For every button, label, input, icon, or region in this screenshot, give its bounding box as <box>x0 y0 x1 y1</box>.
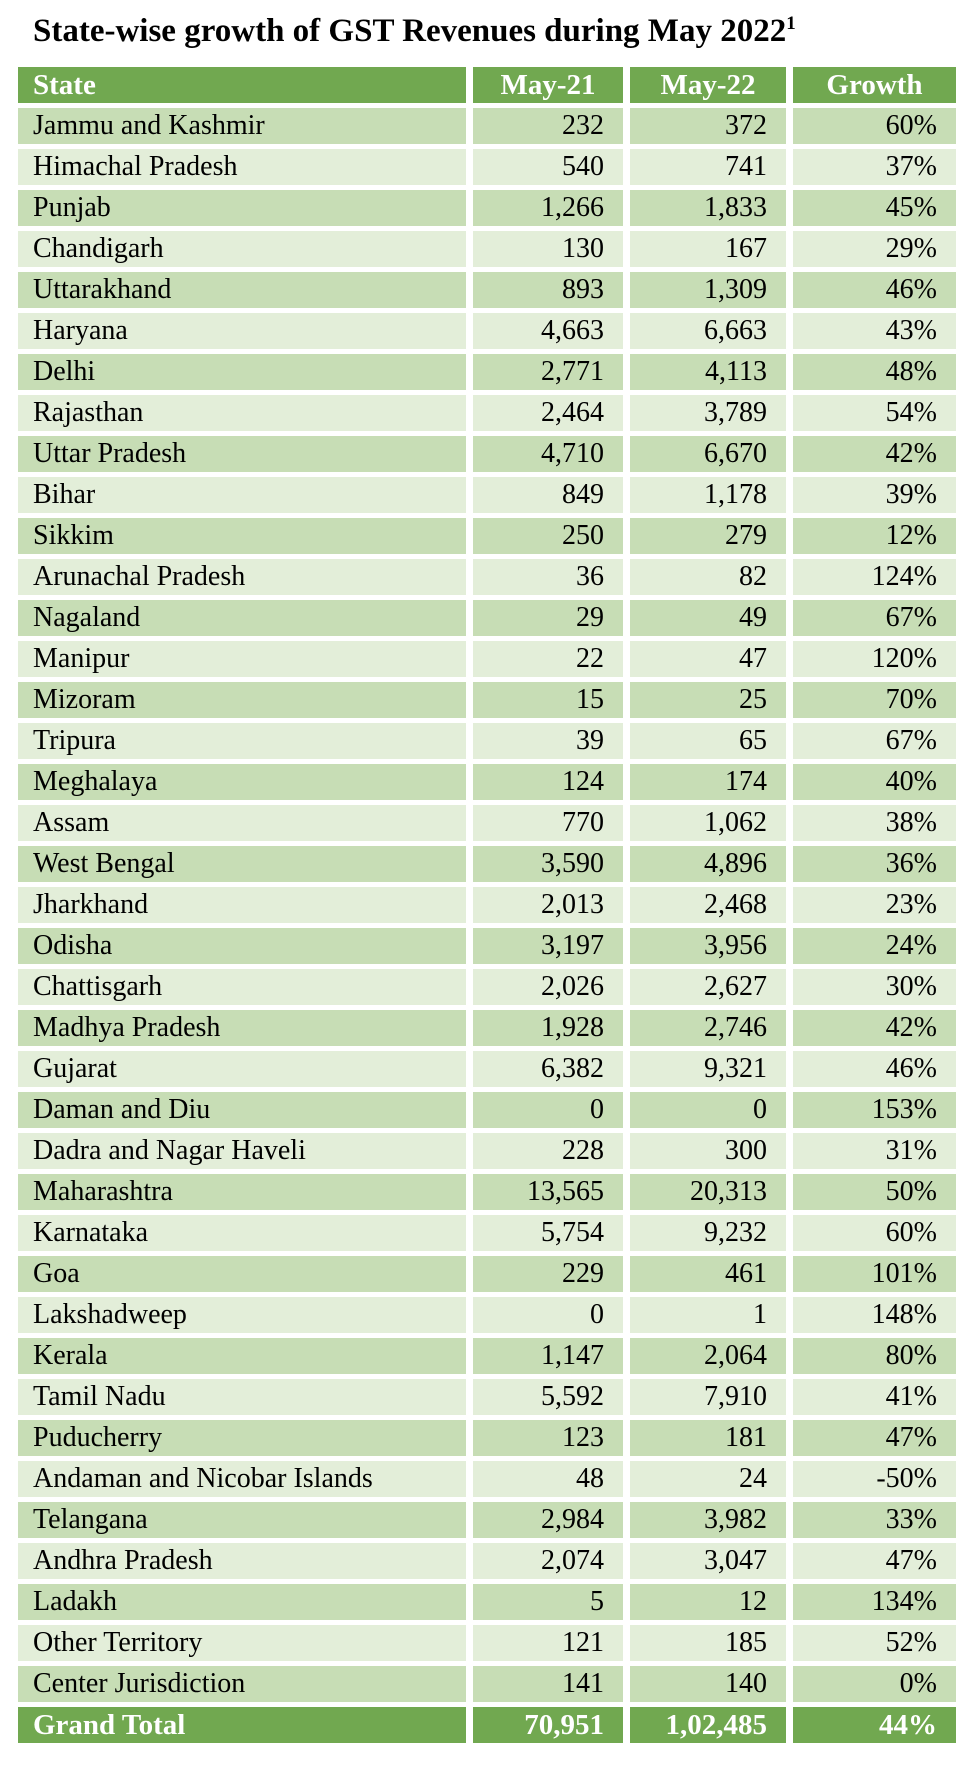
cell-may21-value: 124 <box>473 764 623 800</box>
cell-growth-value: 41% <box>793 1379 956 1415</box>
cell-may21-value: 0 <box>473 1092 623 1128</box>
cell-state: Karnataka <box>18 1215 466 1251</box>
table-row <box>18 682 956 718</box>
cell-may21-value: 22 <box>473 641 623 677</box>
cell-growth-value: 12% <box>793 518 956 554</box>
cell-may22-value: 49 <box>630 600 786 636</box>
cell-growth-value: 42% <box>793 1010 956 1046</box>
cell-state: Puducherry <box>18 1420 466 1456</box>
cell-may22-value: 2,746 <box>630 1010 786 1046</box>
table-row <box>18 928 956 964</box>
cell-growth-value: 46% <box>793 1051 956 1087</box>
cell-may22-value: 1,309 <box>630 272 786 308</box>
cell-growth-value: 40% <box>793 764 956 800</box>
cell-growth-value: 37% <box>793 149 956 185</box>
cell-growth-value: 30% <box>793 969 956 1005</box>
grand-total-row <box>18 1707 956 1743</box>
cell-growth-value: 23% <box>793 887 956 923</box>
cell-may21-value: 2,771 <box>473 354 623 390</box>
cell-state: Manipur <box>18 641 466 677</box>
cell-may22-value: 2,627 <box>630 969 786 1005</box>
cell-may21-value: 2,984 <box>473 1502 623 1538</box>
cell-may21-value: 1,266 <box>473 190 623 226</box>
cell-may22-value: 4,113 <box>630 354 786 390</box>
cell-state: Gujarat <box>18 1051 466 1087</box>
cell-growth-value: 38% <box>793 805 956 841</box>
table-body <box>18 108 956 1702</box>
cell-state: Kerala <box>18 1338 466 1374</box>
cell-may22-value: 0 <box>630 1092 786 1128</box>
table-row <box>18 477 956 513</box>
cell-state: Jharkhand <box>18 887 466 923</box>
cell-state: Bihar <box>18 477 466 513</box>
cell-may21-value: 39 <box>473 723 623 759</box>
cell-may21-value: 770 <box>473 805 623 841</box>
cell-growth-value: 0% <box>793 1666 956 1702</box>
table-row <box>18 1051 956 1087</box>
table-row <box>18 1297 956 1333</box>
table-row <box>18 518 956 554</box>
table-row <box>18 641 956 677</box>
cell-state: West Bengal <box>18 846 466 882</box>
cell-may21-value: 121 <box>473 1625 623 1661</box>
table-row <box>18 1010 956 1046</box>
cell-may22-value: 3,956 <box>630 928 786 964</box>
cell-state: Dadra and Nagar Haveli <box>18 1133 466 1169</box>
cell-growth-value: -50% <box>793 1461 956 1497</box>
table-row <box>18 600 956 636</box>
cell-may22-value: 3,047 <box>630 1543 786 1579</box>
table-row <box>18 395 956 431</box>
cell-state: Sikkim <box>18 518 466 554</box>
cell-may21-value: 130 <box>473 231 623 267</box>
cell-state: Lakshadweep <box>18 1297 466 1333</box>
cell-may21-value: 4,710 <box>473 436 623 472</box>
cell-may21-value: 13,565 <box>473 1174 623 1210</box>
column-header-may22: May-22 <box>630 67 786 103</box>
cell-state: Meghalaya <box>18 764 466 800</box>
cell-may22-value: 1,833 <box>630 190 786 226</box>
cell-may21-value: 36 <box>473 559 623 595</box>
cell-may21-value: 3,197 <box>473 928 623 964</box>
cell-may21-value: 2,464 <box>473 395 623 431</box>
table-row <box>18 1174 956 1210</box>
cell-may21-value: 1,147 <box>473 1338 623 1374</box>
cell-growth-value: 45% <box>793 190 956 226</box>
cell-growth-value: 47% <box>793 1420 956 1456</box>
page-title <box>33 10 974 52</box>
cell-may22-value: 1,062 <box>630 805 786 841</box>
table-row <box>18 1256 956 1292</box>
cell-may22-value: 1 <box>630 1297 786 1333</box>
cell-may21-value: 5 <box>473 1584 623 1620</box>
grand-total-label: Grand Total <box>18 1707 466 1743</box>
cell-may22-value: 3,789 <box>630 395 786 431</box>
cell-may21-value: 4,663 <box>473 313 623 349</box>
cell-may21-value: 3,590 <box>473 846 623 882</box>
table-row <box>18 108 956 144</box>
cell-may21-value: 2,026 <box>473 969 623 1005</box>
cell-state: Odisha <box>18 928 466 964</box>
cell-growth-value: 50% <box>793 1174 956 1210</box>
cell-may22-value: 9,321 <box>630 1051 786 1087</box>
table-row <box>18 1133 956 1169</box>
table-row <box>18 1584 956 1620</box>
table-row <box>18 1543 956 1579</box>
cell-may21-value: 232 <box>473 108 623 144</box>
cell-may22-value: 174 <box>630 764 786 800</box>
cell-growth-value: 46% <box>793 272 956 308</box>
cell-may22-value: 2,468 <box>630 887 786 923</box>
table-header-row <box>18 67 956 103</box>
cell-state: Telangana <box>18 1502 466 1538</box>
cell-growth-value: 60% <box>793 1215 956 1251</box>
cell-may22-value: 741 <box>630 149 786 185</box>
cell-may21-value: 29 <box>473 600 623 636</box>
cell-state: Center Jurisdiction <box>18 1666 466 1702</box>
table-row <box>18 272 956 308</box>
cell-growth-value: 42% <box>793 436 956 472</box>
cell-may22-value: 9,232 <box>630 1215 786 1251</box>
cell-may21-value: 849 <box>473 477 623 513</box>
cell-state: Haryana <box>18 313 466 349</box>
cell-may22-value: 1,178 <box>630 477 786 513</box>
table-row <box>18 764 956 800</box>
cell-growth-value: 39% <box>793 477 956 513</box>
table-row <box>18 231 956 267</box>
cell-state: Rajasthan <box>18 395 466 431</box>
cell-growth-value: 60% <box>793 108 956 144</box>
cell-growth-value: 67% <box>793 723 956 759</box>
cell-growth-value: 101% <box>793 1256 956 1292</box>
cell-may21-value: 0 <box>473 1297 623 1333</box>
cell-may22-value: 461 <box>630 1256 786 1292</box>
cell-may21-value: 893 <box>473 272 623 308</box>
table-row <box>18 354 956 390</box>
cell-may21-value: 5,592 <box>473 1379 623 1415</box>
cell-may22-value: 372 <box>630 108 786 144</box>
table-row <box>18 436 956 472</box>
cell-growth-value: 70% <box>793 682 956 718</box>
cell-state: Tripura <box>18 723 466 759</box>
cell-may21-value: 250 <box>473 518 623 554</box>
cell-may21-value: 2,013 <box>473 887 623 923</box>
cell-may21-value: 1,928 <box>473 1010 623 1046</box>
cell-state: Ladakh <box>18 1584 466 1620</box>
table-row <box>18 1092 956 1128</box>
cell-growth-value: 80% <box>793 1338 956 1374</box>
grand-total-may22-value: 1,02,485 <box>630 1707 786 1743</box>
cell-may22-value: 24 <box>630 1461 786 1497</box>
cell-growth-value: 52% <box>793 1625 956 1661</box>
table-row <box>18 1502 956 1538</box>
grand-total-growth-value: 44% <box>793 1707 956 1743</box>
cell-state: Punjab <box>18 190 466 226</box>
cell-growth-value: 36% <box>793 846 956 882</box>
cell-growth-value: 124% <box>793 559 956 595</box>
table-row <box>18 313 956 349</box>
column-header-state: State <box>18 67 466 103</box>
table-row <box>18 1379 956 1415</box>
cell-state: Mizoram <box>18 682 466 718</box>
column-header-may21: May-21 <box>473 67 623 103</box>
table-row <box>18 723 956 759</box>
document-page <box>0 10 974 1748</box>
cell-state: Tamil Nadu <box>18 1379 466 1415</box>
cell-growth-value: 54% <box>793 395 956 431</box>
cell-may21-value: 228 <box>473 1133 623 1169</box>
cell-state: Maharashtra <box>18 1174 466 1210</box>
cell-may22-value: 3,982 <box>630 1502 786 1538</box>
cell-growth-value: 134% <box>793 1584 956 1620</box>
cell-may21-value: 540 <box>473 149 623 185</box>
cell-may22-value: 47 <box>630 641 786 677</box>
cell-may21-value: 229 <box>473 1256 623 1292</box>
cell-growth-value: 43% <box>793 313 956 349</box>
cell-growth-value: 33% <box>793 1502 956 1538</box>
cell-may22-value: 6,670 <box>630 436 786 472</box>
cell-may22-value: 25 <box>630 682 786 718</box>
cell-may22-value: 20,313 <box>630 1174 786 1210</box>
table-row <box>18 1666 956 1702</box>
table-row <box>18 846 956 882</box>
cell-state: Delhi <box>18 354 466 390</box>
column-header-growth: Growth <box>793 67 956 103</box>
cell-state: Chattisgarh <box>18 969 466 1005</box>
footnote-marker: 1 <box>786 13 796 34</box>
cell-growth-value: 48% <box>793 354 956 390</box>
cell-growth-value: 24% <box>793 928 956 964</box>
table-row <box>18 559 956 595</box>
cell-may21-value: 123 <box>473 1420 623 1456</box>
gst-revenue-table <box>11 62 963 1748</box>
cell-may21-value: 141 <box>473 1666 623 1702</box>
cell-may22-value: 2,064 <box>630 1338 786 1374</box>
cell-may22-value: 6,663 <box>630 313 786 349</box>
table-row <box>18 1461 956 1497</box>
cell-state: Daman and Diu <box>18 1092 466 1128</box>
cell-may22-value: 279 <box>630 518 786 554</box>
table-row <box>18 1420 956 1456</box>
cell-may21-value: 48 <box>473 1461 623 1497</box>
cell-state: Jammu and Kashmir <box>18 108 466 144</box>
cell-state: Assam <box>18 805 466 841</box>
table-row <box>18 1338 956 1374</box>
cell-state: Andhra Pradesh <box>18 1543 466 1579</box>
cell-growth-value: 120% <box>793 641 956 677</box>
cell-growth-value: 31% <box>793 1133 956 1169</box>
cell-may21-value: 2,074 <box>473 1543 623 1579</box>
cell-growth-value: 47% <box>793 1543 956 1579</box>
cell-may22-value: 181 <box>630 1420 786 1456</box>
cell-state: Goa <box>18 1256 466 1292</box>
cell-may22-value: 12 <box>630 1584 786 1620</box>
cell-may22-value: 82 <box>630 559 786 595</box>
table-row <box>18 969 956 1005</box>
page-title-text: State-wise growth of GST Revenues during May 2022 <box>33 13 787 49</box>
table-row <box>18 1215 956 1251</box>
cell-may22-value: 167 <box>630 231 786 267</box>
cell-growth-value: 148% <box>793 1297 956 1333</box>
cell-may22-value: 300 <box>630 1133 786 1169</box>
table-row <box>18 887 956 923</box>
cell-may21-value: 15 <box>473 682 623 718</box>
cell-may22-value: 185 <box>630 1625 786 1661</box>
cell-may22-value: 65 <box>630 723 786 759</box>
table-row <box>18 805 956 841</box>
cell-growth-value: 67% <box>793 600 956 636</box>
cell-growth-value: 153% <box>793 1092 956 1128</box>
cell-state: Chandigarh <box>18 231 466 267</box>
cell-state: Other Territory <box>18 1625 466 1661</box>
cell-state: Uttarakhand <box>18 272 466 308</box>
cell-state: Andaman and Nicobar Islands <box>18 1461 466 1497</box>
cell-may21-value: 5,754 <box>473 1215 623 1251</box>
cell-may22-value: 140 <box>630 1666 786 1702</box>
cell-state: Uttar Pradesh <box>18 436 466 472</box>
cell-may22-value: 7,910 <box>630 1379 786 1415</box>
cell-state: Arunachal Pradesh <box>18 559 466 595</box>
cell-growth-value: 29% <box>793 231 956 267</box>
table-row <box>18 1625 956 1661</box>
cell-state: Nagaland <box>18 600 466 636</box>
cell-may21-value: 6,382 <box>473 1051 623 1087</box>
table-row <box>18 149 956 185</box>
grand-total-may21-value: 70,951 <box>473 1707 623 1743</box>
table-row <box>18 190 956 226</box>
cell-may22-value: 4,896 <box>630 846 786 882</box>
cell-state: Madhya Pradesh <box>18 1010 466 1046</box>
cell-state: Himachal Pradesh <box>18 149 466 185</box>
